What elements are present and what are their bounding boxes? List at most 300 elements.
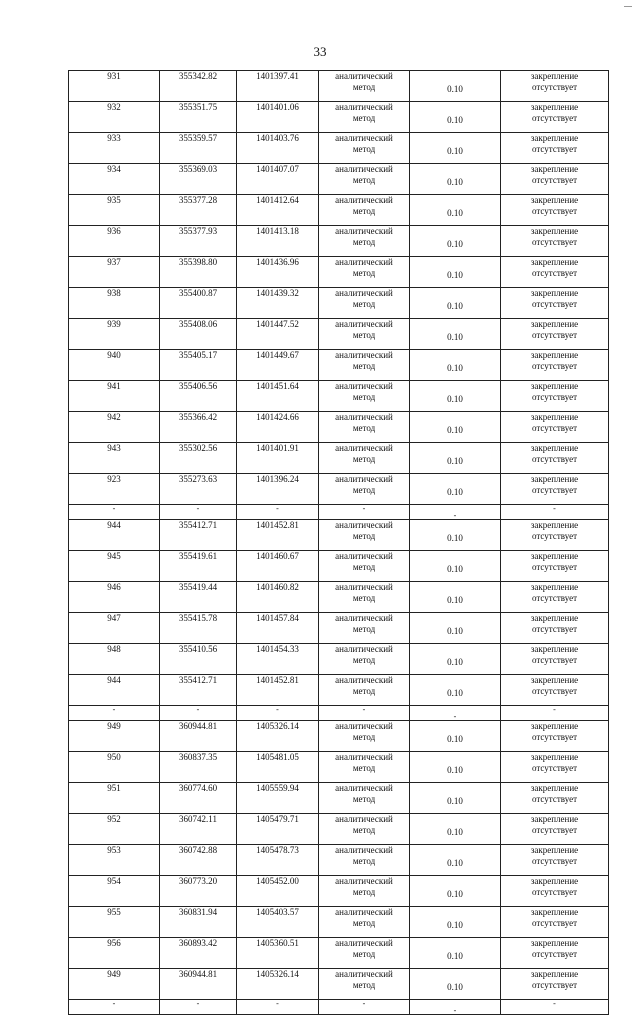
accuracy-cell-text: 0.10 [447, 208, 463, 218]
fixation-cell [501, 876, 609, 907]
point-number-cell-text: 941 [107, 381, 121, 391]
point-number-cell [69, 845, 160, 876]
fixation-cell-text: закрепление [530, 876, 579, 886]
fixation-cell-text: отсутствует [531, 454, 578, 464]
table-row [69, 195, 609, 226]
accuracy-cell-text: 0.10 [447, 657, 463, 667]
y-coordinate-cell [237, 845, 319, 876]
method-cell [319, 474, 410, 505]
y-coordinate-cell [237, 551, 319, 582]
fixation-cell-text: закрепление [530, 613, 579, 623]
x-coordinate-cell-text: 360944.81 [178, 721, 218, 731]
x-coordinate-cell-text: 360831.94 [178, 907, 218, 917]
point-number-cell [69, 164, 160, 195]
point-number-cell-text: 940 [107, 350, 121, 360]
point-number-cell [69, 226, 160, 257]
fixation-cell [501, 814, 609, 845]
fixation-cell [501, 551, 609, 582]
x-coordinate-cell-text: 355419.61 [178, 551, 218, 561]
fixation-cell-text: отсутствует [531, 423, 578, 433]
point-number-cell [69, 938, 160, 969]
x-coordinate-cell-text: 355377.28 [178, 195, 218, 205]
method-cell-text: метод [352, 732, 376, 742]
x-coordinate-cell [160, 226, 237, 257]
fixation-cell-text: отсутствует [531, 980, 578, 990]
point-number-cell-text: 950 [107, 752, 121, 762]
point-number-cell [69, 71, 160, 102]
method-cell-text: метод [352, 392, 376, 402]
point-number-cell-text: 956 [107, 938, 121, 948]
fixation-cell-text: закрепление [530, 721, 579, 731]
y-coordinate-cell-text: 1401447.52 [256, 319, 299, 329]
method-cell [319, 814, 410, 845]
y-coordinate-cell [237, 613, 319, 644]
method-cell-text: аналитический [335, 319, 393, 329]
table-row [69, 721, 609, 752]
accuracy-cell [410, 876, 501, 907]
table-row [69, 551, 609, 582]
fixation-cell-text: закрепление [530, 412, 579, 422]
accuracy-cell [410, 644, 501, 675]
method-cell-text: метод [352, 82, 376, 92]
x-coordinate-cell-text: 355377.93 [178, 226, 218, 236]
method-cell [319, 71, 410, 102]
method-cell [319, 845, 410, 876]
fixation-cell [501, 505, 609, 520]
x-coordinate-cell [160, 706, 237, 721]
point-number-cell [69, 505, 160, 520]
fixation-cell [501, 721, 609, 752]
accuracy-cell-text: 0.10 [447, 533, 463, 543]
point-number-cell-text: 953 [107, 845, 121, 855]
y-coordinate-cell-text: 1401407.07 [256, 164, 299, 174]
fixation-cell-text: закрепление [530, 102, 579, 112]
accuracy-cell-text: 0.10 [447, 84, 463, 94]
accuracy-cell-text: 0.10 [447, 301, 463, 311]
x-coordinate-cell [160, 505, 237, 520]
y-coordinate-cell [237, 644, 319, 675]
x-coordinate-cell-text: 355302.56 [178, 443, 218, 453]
fixation-cell-text: закрепление [530, 582, 579, 592]
fixation-cell [501, 350, 609, 381]
method-cell-text: аналитический [335, 71, 393, 81]
fixation-cell-text: отсутствует [531, 856, 578, 866]
fixation-cell [501, 783, 609, 814]
fixation-cell [501, 71, 609, 102]
accuracy-cell-text: 0.10 [447, 332, 463, 342]
point-number-cell-text: 932 [107, 102, 121, 112]
fixation-cell-text: отсутствует [531, 794, 578, 804]
point-number-cell [69, 613, 160, 644]
y-coordinate-cell [237, 907, 319, 938]
fixation-cell [501, 381, 609, 412]
y-coordinate-cell [237, 133, 319, 164]
method-cell [319, 783, 410, 814]
point-number-cell-text: 951 [107, 783, 121, 793]
y-coordinate-cell [237, 319, 319, 350]
table-row [69, 582, 609, 613]
accuracy-cell [410, 938, 501, 969]
fixation-cell-text: отсутствует [531, 686, 578, 696]
y-coordinate-cell [237, 1000, 319, 1015]
fixation-cell [501, 969, 609, 1000]
accuracy-cell [410, 721, 501, 752]
accuracy-cell-text: - [453, 510, 457, 520]
x-coordinate-cell [160, 195, 237, 226]
accuracy-cell-text: 0.10 [447, 920, 463, 930]
fixation-cell [501, 752, 609, 783]
point-number-cell-text: 946 [107, 582, 121, 592]
method-cell-text: аналитический [335, 350, 393, 360]
point-number-cell [69, 102, 160, 133]
fixation-cell [501, 288, 609, 319]
x-coordinate-cell-text: 355410.56 [178, 644, 218, 654]
point-number-cell-text: 949 [107, 721, 121, 731]
y-coordinate-cell-text: 1405360.51 [256, 938, 299, 948]
accuracy-cell-text: 0.10 [447, 688, 463, 698]
accuracy-cell [410, 474, 501, 505]
table-row [69, 319, 609, 350]
fixation-cell [501, 226, 609, 257]
fixation-cell [501, 195, 609, 226]
method-cell-text: метод [352, 423, 376, 433]
accuracy-cell [410, 505, 501, 520]
method-cell-text: аналитический [335, 520, 393, 530]
table-row [69, 133, 609, 164]
fixation-cell-text: закрепление [530, 938, 579, 948]
accuracy-cell-text: 0.10 [447, 146, 463, 156]
method-cell [319, 876, 410, 907]
accuracy-cell-text: 0.10 [447, 626, 463, 636]
method-cell-text: аналитический [335, 814, 393, 824]
point-number-cell [69, 1000, 160, 1015]
method-cell-text: - [362, 504, 366, 513]
method-cell-text: - [362, 999, 366, 1008]
y-coordinate-cell-text: 1401413.18 [256, 226, 299, 236]
method-cell-text: аналитический [335, 164, 393, 174]
y-coordinate-cell-text: 1405326.14 [256, 969, 299, 979]
fixation-cell [501, 443, 609, 474]
method-cell-text: аналитический [335, 845, 393, 855]
y-coordinate-cell [237, 876, 319, 907]
accuracy-cell [410, 257, 501, 288]
fixation-cell-text: закрепление [530, 474, 579, 484]
point-number-cell [69, 969, 160, 1000]
fixation-cell-text: закрепление [530, 288, 579, 298]
fixation-cell-text: закрепление [530, 752, 579, 762]
point-number-cell [69, 288, 160, 319]
fixation-cell [501, 164, 609, 195]
method-cell-text: метод [352, 144, 376, 154]
x-coordinate-cell-text: 360742.11 [179, 814, 217, 824]
x-coordinate-cell-text: 360837.35 [178, 752, 218, 762]
point-number-cell-text: 939 [107, 319, 121, 329]
y-coordinate-cell [237, 505, 319, 520]
fixation-cell-text: отсутствует [531, 624, 578, 634]
fixation-cell [501, 102, 609, 133]
fixation-cell-text: отсутствует [531, 268, 578, 278]
x-coordinate-cell [160, 257, 237, 288]
accuracy-cell [410, 845, 501, 876]
point-number-cell-text: 935 [107, 195, 121, 205]
method-cell-text: метод [352, 330, 376, 340]
method-cell-text: аналитический [335, 102, 393, 112]
table-row [69, 102, 609, 133]
separator-row [69, 1000, 609, 1015]
method-cell [319, 613, 410, 644]
table-row [69, 644, 609, 675]
accuracy-cell-text: 0.10 [447, 765, 463, 775]
accuracy-cell-text: 0.10 [447, 177, 463, 187]
method-cell [319, 381, 410, 412]
accuracy-cell [410, 675, 501, 706]
method-cell-text: аналитический [335, 551, 393, 561]
y-coordinate-cell-text: 1405326.14 [256, 721, 299, 731]
fixation-cell-text: отсутствует [531, 361, 578, 371]
x-coordinate-cell [160, 783, 237, 814]
point-number-cell-text: 949 [107, 969, 121, 979]
x-coordinate-cell-text: - [196, 705, 200, 714]
x-coordinate-cell-text: - [196, 999, 200, 1008]
method-cell [319, 412, 410, 443]
y-coordinate-cell [237, 195, 319, 226]
fixation-cell-text: закрепление [530, 520, 579, 530]
x-coordinate-cell [160, 814, 237, 845]
accuracy-cell-text: 0.10 [447, 734, 463, 744]
point-number-cell [69, 721, 160, 752]
y-coordinate-cell-text: 1401452.81 [256, 675, 299, 685]
accuracy-cell [410, 969, 501, 1000]
method-cell-text: метод [352, 531, 376, 541]
accuracy-cell [410, 783, 501, 814]
point-number-cell [69, 706, 160, 721]
accuracy-cell-text: 0.10 [447, 456, 463, 466]
y-coordinate-cell-text: 1401460.82 [256, 582, 299, 592]
fixation-cell-text: - [553, 504, 556, 513]
accuracy-cell-text: 0.10 [447, 270, 463, 280]
point-number-cell-text: 931 [107, 71, 121, 81]
method-cell-text: аналитический [335, 412, 393, 422]
x-coordinate-cell [160, 1000, 237, 1015]
method-cell [319, 969, 410, 1000]
x-coordinate-cell [160, 551, 237, 582]
y-coordinate-cell-text: 1405452.00 [256, 876, 299, 886]
method-cell [319, 164, 410, 195]
method-cell-text: аналитический [335, 675, 393, 685]
point-number-cell-text: 947 [107, 613, 121, 623]
fixation-cell-text: закрепление [530, 71, 579, 81]
method-cell-text: аналитический [335, 288, 393, 298]
method-cell-text: аналитический [335, 969, 393, 979]
method-cell-text: метод [352, 299, 376, 309]
method-cell-text: аналитический [335, 257, 393, 267]
point-number-cell-text: - [112, 999, 116, 1008]
method-cell [319, 195, 410, 226]
y-coordinate-cell [237, 675, 319, 706]
method-cell [319, 938, 410, 969]
method-cell [319, 706, 410, 721]
accuracy-cell-text: 0.10 [447, 564, 463, 574]
accuracy-cell [410, 319, 501, 350]
x-coordinate-cell-text: 355398.80 [178, 257, 218, 267]
x-coordinate-cell [160, 675, 237, 706]
fixation-cell [501, 706, 609, 721]
method-cell-text: аналитический [335, 644, 393, 654]
fixation-cell-text: отсутствует [531, 918, 578, 928]
accuracy-cell [410, 443, 501, 474]
method-cell-text: аналитический [335, 783, 393, 793]
point-number-cell-text: 936 [107, 226, 121, 236]
y-coordinate-cell-text: 1405559.94 [256, 783, 299, 793]
method-cell-text: метод [352, 206, 376, 216]
y-coordinate-cell [237, 288, 319, 319]
fixation-cell-text: отсутствует [531, 113, 578, 123]
accuracy-cell-text: 0.10 [447, 394, 463, 404]
method-cell-text: аналитический [335, 133, 393, 143]
fixation-cell-text: отсутствует [531, 237, 578, 247]
y-coordinate-cell-text: 1401457.84 [256, 613, 299, 623]
method-cell-text: метод [352, 794, 376, 804]
y-coordinate-cell [237, 102, 319, 133]
accuracy-cell [410, 613, 501, 644]
y-coordinate-cell-text: 1401401.06 [256, 102, 299, 112]
accuracy-cell [410, 520, 501, 551]
page-number: 33 [313, 44, 327, 59]
method-cell-text: метод [352, 763, 376, 773]
separator-row [69, 706, 609, 721]
fixation-cell-text: закрепление [530, 675, 579, 685]
fixation-cell [501, 907, 609, 938]
accuracy-cell [410, 582, 501, 613]
method-cell-text: аналитический [335, 582, 393, 592]
method-cell-text: метод [352, 268, 376, 278]
x-coordinate-cell [160, 412, 237, 443]
table-row [69, 938, 609, 969]
x-coordinate-cell-text: 355359.57 [178, 133, 218, 143]
x-coordinate-cell-text: 360773.20 [178, 876, 218, 886]
point-number-cell [69, 133, 160, 164]
y-coordinate-cell [237, 350, 319, 381]
fixation-cell-text: закрепление [530, 644, 579, 654]
table-row [69, 350, 609, 381]
fixation-cell [501, 1000, 609, 1015]
point-number-cell [69, 443, 160, 474]
y-coordinate-cell-text: 1405479.71 [256, 814, 299, 824]
table-row [69, 257, 609, 288]
x-coordinate-cell [160, 520, 237, 551]
table-row [69, 520, 609, 551]
accuracy-cell-text: 0.10 [447, 889, 463, 899]
x-coordinate-cell-text: 355419.44 [178, 582, 218, 592]
table-row [69, 164, 609, 195]
fixation-cell [501, 845, 609, 876]
table-row [69, 474, 609, 505]
x-coordinate-cell [160, 582, 237, 613]
method-cell-text: метод [352, 825, 376, 835]
x-coordinate-cell [160, 133, 237, 164]
x-coordinate-cell [160, 164, 237, 195]
y-coordinate-cell-text: 1405403.57 [256, 907, 299, 917]
point-number-cell [69, 474, 160, 505]
table-row [69, 381, 609, 412]
y-coordinate-cell-text: 1401451.64 [256, 381, 299, 391]
method-cell-text: метод [352, 918, 376, 928]
x-coordinate-cell [160, 381, 237, 412]
fixation-cell [501, 319, 609, 350]
accuracy-cell [410, 102, 501, 133]
fixation-cell [501, 474, 609, 505]
method-cell-text: метод [352, 361, 376, 371]
method-cell-text: аналитический [335, 907, 393, 917]
table-row [69, 876, 609, 907]
x-coordinate-cell-text: 355366.42 [178, 412, 218, 422]
accuracy-cell-text: 0.10 [447, 363, 463, 373]
accuracy-cell [410, 195, 501, 226]
point-number-cell-text: 955 [107, 907, 121, 917]
method-cell-text: метод [352, 562, 376, 572]
table-row [69, 675, 609, 706]
y-coordinate-cell-text: 1401454.33 [256, 644, 299, 654]
fixation-cell [501, 520, 609, 551]
x-coordinate-cell-text: 360893.42 [178, 938, 218, 948]
table-row [69, 288, 609, 319]
accuracy-cell-text: - [453, 711, 457, 721]
x-coordinate-cell [160, 644, 237, 675]
fixation-cell-text: закрепление [530, 845, 579, 855]
point-number-cell [69, 551, 160, 582]
method-cell-text: метод [352, 655, 376, 665]
method-cell-text: метод [352, 856, 376, 866]
accuracy-cell-text: 0.10 [447, 239, 463, 249]
x-coordinate-cell [160, 752, 237, 783]
y-coordinate-cell-text: 1401436.96 [256, 257, 299, 267]
x-coordinate-cell-text: 360774.60 [178, 783, 218, 793]
accuracy-cell [410, 412, 501, 443]
x-coordinate-cell [160, 938, 237, 969]
x-coordinate-cell-text: 355412.71 [178, 675, 218, 685]
method-cell-text: метод [352, 485, 376, 495]
point-number-cell [69, 381, 160, 412]
fixation-cell [501, 613, 609, 644]
y-coordinate-cell [237, 412, 319, 443]
point-number-cell [69, 876, 160, 907]
table-row [69, 71, 609, 102]
accuracy-cell [410, 350, 501, 381]
fixation-cell-text: закрепление [530, 783, 579, 793]
y-coordinate-cell [237, 443, 319, 474]
fixation-cell [501, 675, 609, 706]
point-number-cell [69, 350, 160, 381]
accuracy-cell [410, 288, 501, 319]
y-coordinate-cell-text: 1401439.32 [256, 288, 299, 298]
table-row [69, 845, 609, 876]
accuracy-cell-text: 0.10 [447, 425, 463, 435]
fixation-cell-text: отсутствует [531, 392, 578, 402]
method-cell [319, 443, 410, 474]
method-cell-text: метод [352, 175, 376, 185]
table-row [69, 613, 609, 644]
x-coordinate-cell-text: 355400.87 [178, 288, 218, 298]
point-number-cell-text: - [112, 705, 116, 714]
point-number-cell-text: 938 [107, 288, 121, 298]
method-cell [319, 505, 410, 520]
fixation-cell-text: отсутствует [531, 593, 578, 603]
x-coordinate-cell [160, 721, 237, 752]
x-coordinate-cell [160, 350, 237, 381]
fixation-cell-text: - [553, 705, 556, 714]
point-number-cell-text: - [112, 504, 116, 513]
point-number-cell [69, 907, 160, 938]
